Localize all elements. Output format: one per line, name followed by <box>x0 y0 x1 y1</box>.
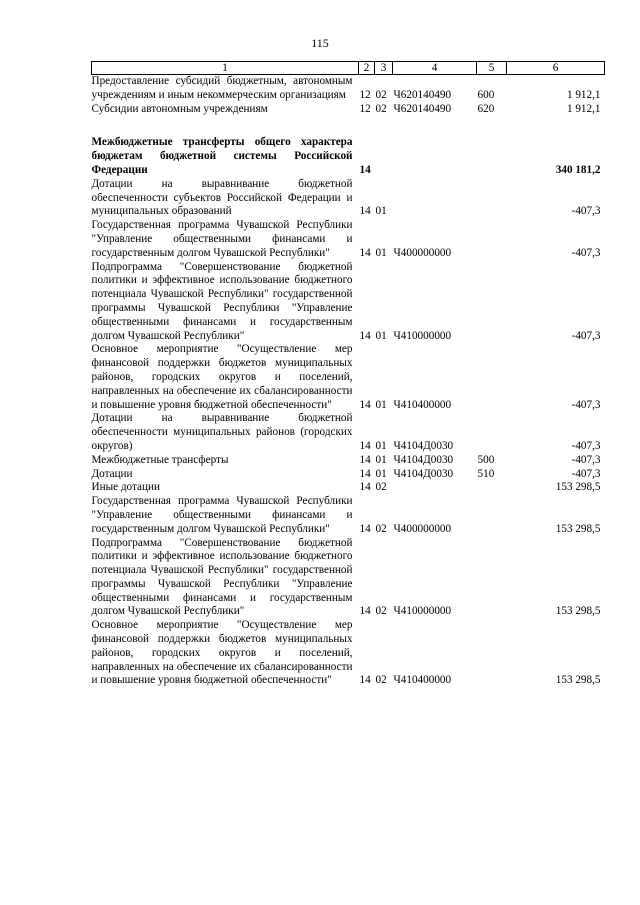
row-subsection-cell: 01 <box>375 205 387 218</box>
header-col-4: 4 <box>393 62 477 75</box>
row-target-code-cell: Ч400000000 <box>393 522 452 535</box>
row-expense-type-cell <box>477 495 507 536</box>
row-amount-cell: 153 298,5 <box>555 481 601 494</box>
row-section-cell: 14 <box>359 439 371 452</box>
page-number: 115 <box>311 36 329 50</box>
row-target-code-cell: Ч410400000 <box>393 398 452 411</box>
row-target-code-cell: Ч410000000 <box>393 329 452 342</box>
row-amount-cell: 340 181,2 <box>555 163 601 176</box>
header-col-5: 5 <box>477 62 507 75</box>
row-subsection-cell <box>375 136 393 177</box>
row-amount-cell: -407,3 <box>571 329 601 342</box>
row-section-cell: 14 <box>359 674 371 687</box>
row-subsection-cell: 01 <box>375 467 387 480</box>
table-row <box>92 481 605 495</box>
table-row <box>92 343 605 412</box>
table-row <box>92 261 605 344</box>
budget-table <box>91 61 605 688</box>
row-subsection-cell: 01 <box>375 246 387 259</box>
row-amount-cell: -407,3 <box>571 246 601 259</box>
row-subsection-cell: 01 <box>375 439 387 452</box>
row-amount-cell: 153 298,5 <box>555 674 601 687</box>
row-amount-cell: -407,3 <box>571 453 601 466</box>
row-expense-type-cell <box>477 537 507 620</box>
row-section-cell <box>359 116 375 136</box>
row-expense-type-cell: 500 <box>477 453 495 466</box>
row-amount-cell: -407,3 <box>571 439 601 452</box>
table-row <box>92 412 605 453</box>
row-expense-type-cell <box>477 219 507 260</box>
table-row <box>92 495 605 536</box>
row-name-cell: Дотации на выравнивание бюджетной обеспеченности субъектов Российской Федерации и муниципальных образований <box>91 177 353 218</box>
row-subsection-cell: 02 <box>375 102 387 115</box>
row-amount-cell: -407,3 <box>571 398 601 411</box>
row-expense-type-cell <box>477 136 507 177</box>
row-target-code-cell: Ч4104Д0030 <box>393 453 454 466</box>
row-name-cell: Подпрограмма "Совершенствование бюджетной политики и эффективное использование бюджетного потенциала Чувашской Республики" государственной программы Чувашской Республики "Управление общественными финансами и государственным долгом Чувашской Республики" <box>91 260 353 342</box>
header-col-1: 1 <box>92 62 359 75</box>
row-section-cell: 14 <box>359 453 371 466</box>
table-row <box>92 116 605 136</box>
row-section-cell: 12 <box>359 88 371 101</box>
row-expense-type-cell <box>477 261 507 344</box>
row-expense-type-cell <box>477 412 507 453</box>
row-name-cell: Государственная программа Чувашской Республики "Управление общественными финансами и государственным долгом Чувашской Республики" <box>91 495 353 535</box>
row-subsection-cell: 01 <box>375 453 387 466</box>
row-target-code-cell: Ч4104Д0030 <box>393 467 454 480</box>
row-section-cell: 12 <box>359 102 371 115</box>
row-subsection-cell: 01 <box>375 329 387 342</box>
row-target-code-cell: Ч410000000 <box>393 605 452 618</box>
budget-table-container <box>91 61 604 688</box>
row-name-cell: Государственная программа Чувашской Республики "Управление общественными финансами и государственным долгом Чувашской Республики" <box>91 219 353 259</box>
table-row <box>92 537 605 620</box>
row-section-cell: 14 <box>359 246 371 259</box>
row-section-cell: 14 <box>359 467 371 480</box>
row-amount-cell: -407,3 <box>571 205 601 218</box>
row-section-cell: 14 <box>359 205 371 218</box>
table-row <box>92 468 605 482</box>
table-row <box>92 219 605 260</box>
row-name-cell <box>92 116 359 136</box>
row-subsection-cell: 02 <box>375 88 387 101</box>
header-row <box>92 62 605 75</box>
row-subsection-cell: 02 <box>375 674 387 687</box>
row-expense-type-cell <box>477 343 507 412</box>
row-name-cell: Основное мероприятие "Осуществление мер финансовой поддержки бюджетов муниципальных районов, городских округов и поселений, направленных на обеспечение их сбалансированности и повышение уровня бюджетной обеспеченности" <box>91 619 353 687</box>
row-amount-cell: 153 298,5 <box>555 522 601 535</box>
row-expense-type-cell <box>477 116 507 136</box>
row-target-code-cell <box>393 116 477 136</box>
header-col-2: 2 <box>359 62 375 75</box>
row-expense-type-cell <box>477 619 507 688</box>
row-target-code-cell: Ч620140490 <box>393 88 452 101</box>
row-target-code-cell: Ч4104Д0030 <box>393 439 454 452</box>
row-target-code-cell <box>393 481 477 495</box>
table-row <box>92 75 605 103</box>
table-row <box>92 619 605 688</box>
row-name-cell: Предоставление субсидий бюджетным, автономным учреждениям и иным некоммерческим организациям <box>91 75 353 101</box>
row-target-code-cell: Ч400000000 <box>393 246 452 259</box>
row-amount-cell: 1 912,1 <box>566 88 601 101</box>
row-section-cell: 14 <box>359 398 371 411</box>
row-target-code-cell: Ч410400000 <box>393 674 452 687</box>
table-body <box>92 75 605 689</box>
row-name-cell: Дотации на выравнивание бюджетной обеспеченности муниципальных районов (городских округов) <box>91 412 353 452</box>
row-name-cell: Межбюджетные трансферты <box>91 453 229 466</box>
row-target-code-cell: Ч620140490 <box>393 102 452 115</box>
row-name-cell: Подпрограмма "Совершенствование бюджетной политики и эффективное использование бюджетного потенциала Чувашской Республики" государственной программы Чувашской Республики "Управление общественными финансами и государственным долгом Чувашской Республики" <box>91 536 353 618</box>
header-col-3: 3 <box>375 62 393 75</box>
row-name-cell: Субсидии автономным учреждениям <box>91 102 268 115</box>
row-section-cell: 14 <box>359 522 371 535</box>
table-row <box>92 136 605 177</box>
row-amount-cell: 1 912,1 <box>566 102 601 115</box>
row-section-cell: 14 <box>359 329 371 342</box>
row-name-cell: Основное мероприятие "Осуществление мер финансовой поддержки бюджетов муниципальных районов, городских округов и поселений, направленных на обеспечение их сбалансированности и повышение уровня бюджетной обеспеченности" <box>91 343 353 411</box>
table-row <box>92 454 605 468</box>
row-subsection-cell: 02 <box>375 522 387 535</box>
row-name-cell: Дотации <box>91 467 133 480</box>
row-section-cell: 14 <box>359 605 371 618</box>
row-expense-type-cell: 600 <box>477 88 495 101</box>
row-expense-type-cell: 620 <box>477 102 495 115</box>
row-expense-type-cell: 510 <box>477 467 495 480</box>
row-amount-cell: 153 298,5 <box>555 605 601 618</box>
header-col-6: 6 <box>507 62 605 75</box>
table-header <box>92 62 605 75</box>
table-row <box>92 178 605 219</box>
row-section-cell: 14 <box>359 481 371 494</box>
row-target-code-cell <box>393 178 477 219</box>
row-section-cell: 14 <box>359 163 371 176</box>
row-expense-type-cell <box>477 178 507 219</box>
table-row <box>92 103 605 117</box>
row-amount-cell: -407,3 <box>571 467 601 480</box>
row-amount-cell <box>507 116 605 136</box>
row-subsection-cell <box>375 116 393 136</box>
row-target-code-cell <box>393 136 477 177</box>
row-subsection-cell: 02 <box>375 481 387 494</box>
row-subsection-cell: 02 <box>375 605 387 618</box>
row-name-cell: Межбюджетные трансферты общего характера бюджетам бюджетной системы Российской Федерации <box>91 136 353 176</box>
row-expense-type-cell <box>477 481 507 495</box>
row-name-cell: Иные дотации <box>91 481 160 494</box>
row-subsection-cell: 01 <box>375 398 387 411</box>
